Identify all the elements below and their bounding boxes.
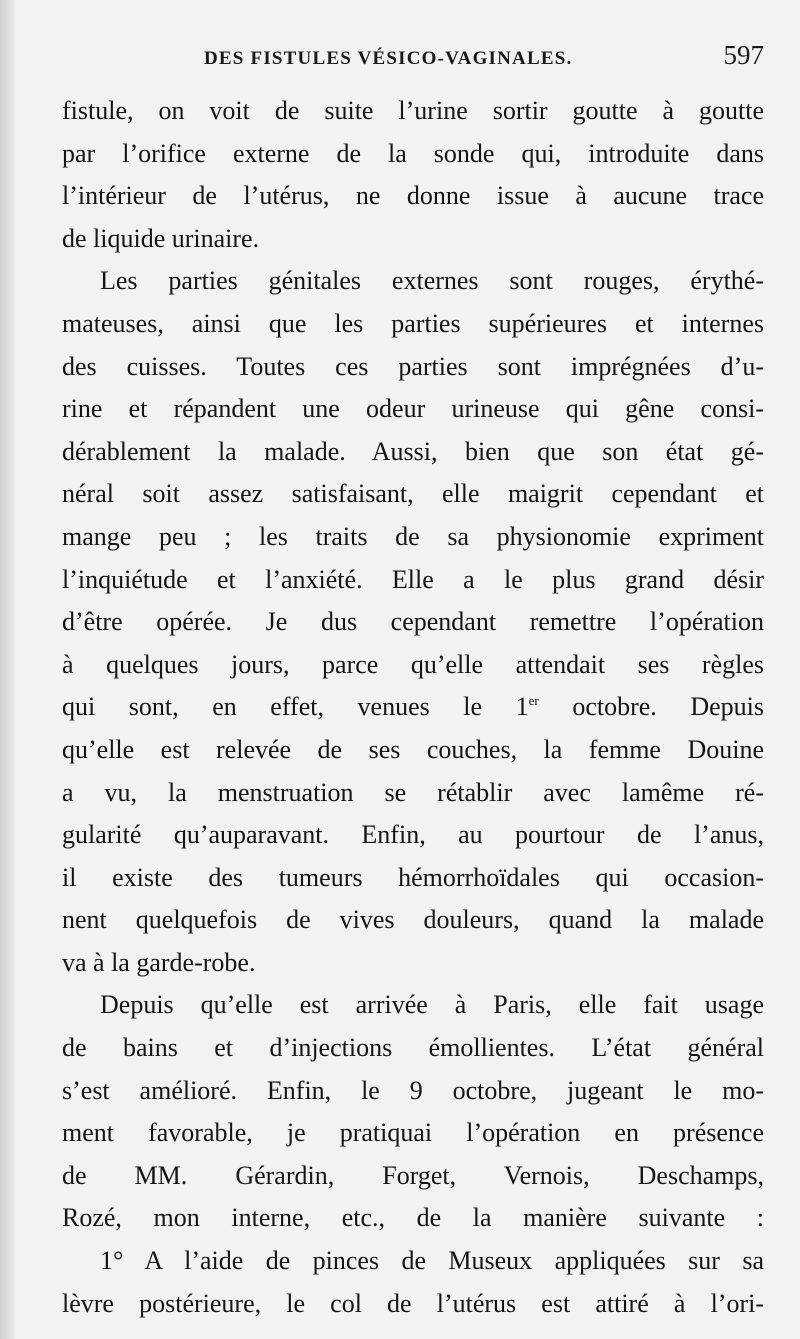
text-line: a vu, la menstruation se rétablir avec lamême ré-	[62, 777, 764, 807]
text-line: à quelques jours, parce qu’elle attendait ses règles	[62, 649, 764, 679]
text-line: des cuisses. Toutes ces parties sont imprégnées d’u-	[62, 351, 764, 381]
running-head	[184, 40, 764, 76]
book-page	[14, 0, 800, 1339]
body-text	[62, 90, 764, 1325]
page-number: 597	[723, 40, 764, 70]
text-line: mateuses, ainsi que les parties supérieures et internes	[62, 308, 764, 338]
text-line: va à la garde-robe.	[62, 947, 256, 977]
text-line: d’être opérée. Je dus cependant remettre l’opération	[62, 607, 764, 637]
text-line: de bains et d’injections émollientes. L’état général	[62, 1033, 764, 1063]
text-line: de liquide urinaire.	[62, 223, 260, 253]
text-line: mange peu ; les traits de sa physionomie expriment	[62, 521, 764, 551]
text-line: de MM. Gérardin, Forget, Vernois, Deschamps,	[62, 1160, 764, 1190]
text-line: néral soit assez satisfaisant, elle maigrit cependant et	[62, 479, 764, 509]
text-line: l’inquiétude et l’anxiété. Elle a le plus grand désir	[62, 564, 764, 594]
text-line: Rozé, mon interne, etc., de la manière suivante :	[62, 1203, 764, 1233]
paragraph-start-line: Les parties génitales externes sont rouges, érythé-	[100, 266, 764, 296]
running-title: DES FISTULES VÉSICO-VAGINALES.	[204, 48, 573, 69]
text-line: l’intérieur de l’utérus, ne donne issue à aucune trace	[62, 181, 764, 211]
text-line: s’est amélioré. Enfin, le 9 octobre, jugeant le mo-	[62, 1075, 764, 1105]
text-line: par l’orifice externe de la sonde qui, introduite dans	[62, 138, 764, 168]
text-line: gularité qu’auparavant. Enfin, au pourtour de l’anus,	[62, 820, 764, 850]
text-line: dérablement la malade. Aussi, bien que son état gé-	[62, 436, 764, 466]
page-edge-shadow	[0, 0, 14, 1339]
text-line: fistule, on voit de suite l’urine sortir goutte à goutte	[62, 96, 764, 125]
text-line: rine et répandent une odeur urineuse qui gêne consi-	[62, 394, 764, 424]
text-segment: octobre. Depuis	[538, 692, 765, 722]
paragraph-start-line: Depuis qu’elle est arrivée à Paris, elle fait usage	[100, 990, 764, 1020]
paragraph-start-line: 1° A l’aide de pinces de Museux appliquées sur sa	[100, 1246, 764, 1276]
text-line: il existe des tumeurs hémorrhoïdales qui occasion-	[62, 862, 764, 892]
text-line: lèvre postérieure, le col de l’utérus est attiré à l’ori-	[62, 1288, 764, 1318]
text-line: ment favorable, je pratiquai l’opération en présence	[62, 1118, 764, 1148]
text-line-with-superscript	[62, 686, 764, 729]
text-segment: qui sont, en effet, venues le 1	[62, 692, 529, 722]
ordinal-superscript: er	[528, 693, 539, 709]
text-line: qu’elle est relevée de ses couches, la femme Douine	[62, 734, 764, 764]
text-line: nent quelquefois de vives douleurs, quand la malade	[62, 905, 764, 935]
